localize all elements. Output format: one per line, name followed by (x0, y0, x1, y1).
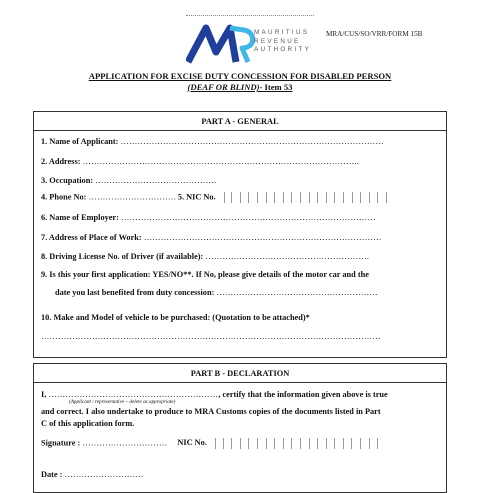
dots-address: …………………………………………………………………………………….. (82, 157, 360, 166)
form-reference: MRA/CUS/SO/VRR/FORM 15B (326, 30, 423, 38)
dots-employer: ……………………………………………………………………………… (120, 213, 376, 222)
decl-rest: , certify that the information given above is true (218, 390, 388, 399)
declaration-line-1[interactable] (41, 390, 388, 399)
field-signature-nic[interactable] (41, 438, 378, 449)
dots-occupation: ……………………………………. (95, 176, 217, 185)
label-work-address: 7. Address of Place of Work: (41, 233, 142, 242)
field-phone-nic[interactable] (41, 192, 387, 203)
field-work-address[interactable] (41, 233, 382, 242)
form-title: APPLICATION FOR EXCISE DUTY CONCESSION FOR DISABLED PERSON (88, 71, 392, 81)
field-occupation[interactable] (41, 176, 216, 185)
declaration-note: (Applicant / representative – delete as appropriate) (69, 399, 176, 405)
label-address: 2. Address: (41, 157, 81, 166)
form-subtitle (0, 82, 480, 92)
label-phone: 4. Phone No: (41, 192, 87, 202)
field-applicant-name[interactable] (41, 137, 384, 146)
label-occupation: 3. Occupation: (41, 176, 94, 185)
decl-name-dots: …………………………………………………… (48, 390, 219, 399)
label-nic-b: NIC No. (177, 438, 207, 448)
dots-work-address: ………………………………………………………………………… (143, 233, 382, 242)
dots-driving-license: …………………………………………………. (205, 252, 370, 261)
label-nic: 5. NIC No. (177, 192, 216, 202)
field-employer[interactable] (41, 213, 376, 222)
field-address[interactable] (41, 157, 359, 166)
logo-word-3: AUTHORITY (254, 46, 312, 54)
decl-start: I, (41, 390, 47, 399)
label-applicant-name: 1. Name of Applicant: (41, 137, 119, 146)
label-signature: Signature : (41, 438, 81, 448)
part-a-divider (33, 130, 447, 131)
question-vehicle-model: 10. Make and Model of vehicle to be purchased: (Quotation to be attached)* (41, 313, 310, 322)
part-b-divider (33, 382, 447, 383)
dots-vehicle-model-line: ………………………………………………………………………………………………………… (41, 332, 381, 341)
dots-last-benefit-date: ………………………………………………… (216, 288, 378, 297)
logo-wordmark (254, 29, 311, 55)
declaration-line-2: and correct. I also undertake to produce to MRA Customs copies of the documents listed in Part (41, 407, 381, 416)
dots-date: ………………………. (64, 470, 144, 479)
logo-word-2: REVENUE (254, 37, 301, 45)
subtitle-paren: (DEAF OR BLIND) (187, 82, 260, 92)
field-last-benefit-date[interactable] (55, 288, 378, 297)
label-driving-license: 8. Driving License No. of Driver (if available): (41, 252, 204, 261)
declaration-line-3: C of this application form. (41, 419, 135, 428)
label-employer: 6. Name of Employer: (41, 213, 119, 222)
dots-vehicle-model[interactable] (41, 332, 381, 341)
nic-boxes-b[interactable] (215, 438, 378, 449)
part-b-heading: PART B - DECLARATION (190, 369, 290, 378)
label-date: Date : (41, 470, 63, 479)
field-date[interactable] (41, 470, 143, 479)
logo-word-1: MAURITIUS (254, 29, 310, 36)
dots-phone: …………………………. (88, 192, 176, 202)
dots-signature: ………………………… (82, 438, 168, 448)
header-rule (186, 15, 314, 16)
label-last-benefit-date: date you last benefited from duty concession: (55, 288, 215, 297)
dots-applicant-name: ………………………………………………………………………………… (120, 137, 384, 146)
part-a-heading: PART A - GENERAL (201, 117, 279, 126)
nic-boxes-a[interactable] (224, 192, 387, 203)
field-driving-license[interactable] (41, 252, 369, 261)
subtitle-item: - Item 53 (259, 82, 293, 92)
question-first-application: 9. Is this your first application: YES/NO**. If No, please give details of the motor car and the (41, 270, 369, 279)
